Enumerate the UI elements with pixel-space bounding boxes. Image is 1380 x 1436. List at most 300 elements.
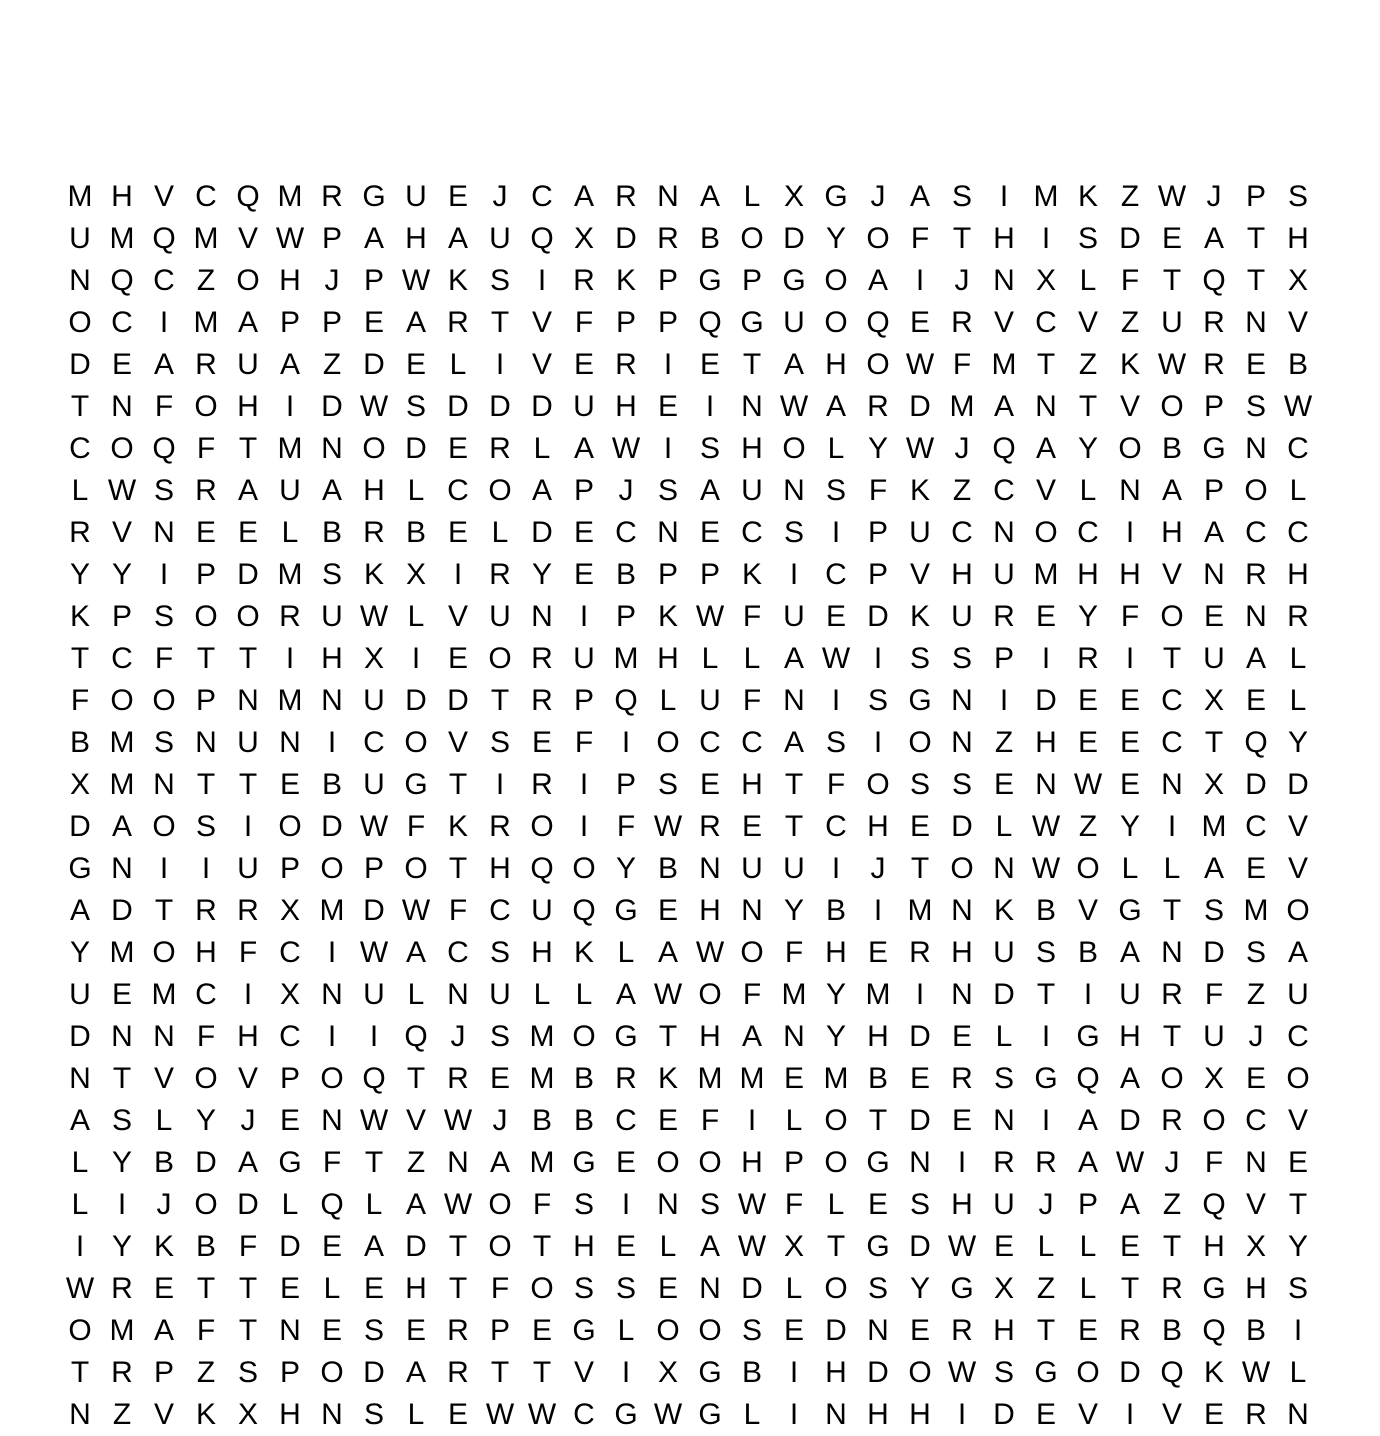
letter-cell[interactable]: G [614, 1020, 638, 1053]
letter-cell[interactable]: B [573, 1062, 594, 1095]
letter-cell[interactable]: R [531, 684, 553, 717]
letter-cell[interactable]: C [489, 894, 511, 927]
letter-cell[interactable]: W [1073, 768, 1103, 801]
letter-cell[interactable]: R [489, 810, 511, 843]
letter-cell[interactable]: E [447, 642, 468, 675]
letter-cell[interactable]: L [575, 978, 593, 1011]
letter-cell[interactable]: O [698, 978, 722, 1011]
letter-cell[interactable]: H [489, 852, 511, 885]
letter-cell[interactable]: A [153, 1314, 174, 1347]
letter-cell[interactable]: Q [1244, 726, 1268, 759]
letter-cell[interactable]: N [657, 516, 679, 549]
letter-cell[interactable]: M [109, 726, 135, 759]
letter-cell[interactable]: P [153, 1356, 174, 1389]
letter-cell[interactable]: V [909, 558, 930, 591]
letter-cell[interactable]: R [1077, 642, 1099, 675]
letter-cell[interactable]: T [868, 1104, 888, 1137]
letter-cell[interactable]: I [1083, 978, 1093, 1011]
letter-cell[interactable]: U [489, 222, 511, 255]
letter-cell[interactable]: K [1119, 348, 1140, 381]
letter-cell[interactable]: K [615, 264, 636, 297]
letter-cell[interactable]: T [658, 1020, 678, 1053]
letter-cell[interactable]: N [531, 600, 553, 633]
letter-cell[interactable]: X [573, 222, 594, 255]
letter-cell[interactable]: F [826, 768, 846, 801]
letter-cell[interactable]: S [153, 726, 174, 759]
letter-cell[interactable]: I [285, 642, 295, 675]
letter-cell[interactable]: F [700, 1104, 720, 1137]
letter-cell[interactable]: X [405, 558, 426, 591]
letter-cell[interactable]: C [447, 474, 469, 507]
letter-cell[interactable]: R [1203, 348, 1225, 381]
letter-cell[interactable]: A [1203, 516, 1224, 549]
letter-cell[interactable]: I [831, 852, 841, 885]
letter-cell[interactable]: H [951, 558, 973, 591]
letter-cell[interactable]: L [533, 978, 551, 1011]
letter-cell[interactable]: U [279, 474, 301, 507]
letter-cell[interactable]: T [238, 1314, 258, 1347]
letter-cell[interactable]: I [873, 726, 883, 759]
letter-cell[interactable]: L [617, 936, 635, 969]
letter-cell[interactable]: L [743, 1398, 761, 1431]
letter-cell[interactable]: L [785, 1272, 803, 1305]
letter-cell[interactable]: B [405, 516, 426, 549]
letter-cell[interactable]: T [70, 390, 90, 423]
letter-cell[interactable]: U [237, 726, 259, 759]
letter-cell[interactable]: E [405, 348, 426, 381]
letter-cell[interactable]: U [993, 1188, 1015, 1221]
letter-cell[interactable]: O [824, 1104, 848, 1137]
letter-cell[interactable]: R [531, 768, 553, 801]
letter-cell[interactable]: S [153, 474, 174, 507]
letter-cell[interactable]: H [237, 1020, 259, 1053]
letter-cell[interactable]: D [405, 1230, 427, 1263]
letter-cell[interactable]: D [909, 1020, 931, 1053]
letter-cell[interactable]: B [1287, 348, 1308, 381]
letter-cell[interactable]: M [1243, 894, 1269, 927]
letter-cell[interactable]: R [1035, 1146, 1057, 1179]
letter-cell[interactable]: Z [112, 1398, 132, 1431]
letter-cell[interactable]: L [1079, 1230, 1097, 1263]
letter-cell[interactable]: E [1203, 1398, 1224, 1431]
letter-cell[interactable]: T [70, 642, 90, 675]
letter-cell[interactable]: A [1077, 1146, 1098, 1179]
letter-cell[interactable]: W [821, 642, 851, 675]
letter-cell[interactable]: R [993, 600, 1015, 633]
letter-cell[interactable]: O [488, 1230, 512, 1263]
letter-cell[interactable]: H [279, 1398, 301, 1431]
letter-cell[interactable]: N [153, 1020, 175, 1053]
letter-cell[interactable]: P [699, 558, 720, 591]
letter-cell[interactable]: L [827, 1188, 845, 1221]
letter-cell[interactable]: V [1035, 474, 1056, 507]
letter-cell[interactable]: W [527, 1398, 557, 1431]
letter-cell[interactable]: Q [614, 684, 638, 717]
letter-cell[interactable]: R [993, 1146, 1015, 1179]
letter-cell[interactable]: N [825, 1398, 847, 1431]
letter-cell[interactable]: W [695, 600, 725, 633]
letter-cell[interactable]: D [69, 810, 91, 843]
letter-cell[interactable]: O [740, 222, 764, 255]
letter-cell[interactable]: G [278, 1146, 302, 1179]
letter-cell[interactable]: A [69, 1104, 90, 1137]
letter-cell[interactable]: R [195, 474, 217, 507]
letter-cell[interactable]: H [279, 264, 301, 297]
letter-cell[interactable]: G [1034, 1356, 1058, 1389]
letter-cell[interactable]: S [951, 642, 972, 675]
letter-cell[interactable]: P [867, 516, 888, 549]
letter-cell[interactable]: M [991, 348, 1017, 381]
letter-cell[interactable]: O [530, 810, 554, 843]
letter-cell[interactable]: M [193, 222, 219, 255]
letter-cell[interactable]: L [659, 684, 677, 717]
letter-cell[interactable]: E [909, 306, 930, 339]
letter-cell[interactable]: C [573, 1398, 595, 1431]
letter-cell[interactable]: D [363, 348, 385, 381]
letter-cell[interactable]: G [866, 1230, 890, 1263]
letter-cell[interactable]: H [741, 768, 763, 801]
letter-cell[interactable]: W [485, 1398, 515, 1431]
letter-cell[interactable]: I [495, 348, 505, 381]
letter-cell[interactable]: H [111, 180, 133, 213]
letter-cell[interactable]: F [1204, 1146, 1224, 1179]
letter-cell[interactable]: A [363, 222, 384, 255]
letter-cell[interactable]: H [1077, 558, 1099, 591]
letter-cell[interactable]: L [827, 432, 845, 465]
letter-cell[interactable]: R [909, 936, 931, 969]
letter-cell[interactable]: I [75, 1230, 85, 1263]
letter-cell[interactable]: N [783, 1020, 805, 1053]
letter-cell[interactable]: P [657, 264, 678, 297]
letter-cell[interactable]: E [951, 1020, 972, 1053]
letter-cell[interactable]: W [1031, 810, 1061, 843]
letter-cell[interactable]: D [909, 390, 931, 423]
letter-cell[interactable]: S [909, 1188, 930, 1221]
letter-cell[interactable]: Z [196, 264, 216, 297]
letter-cell[interactable]: D [1119, 1356, 1141, 1389]
letter-cell[interactable]: N [447, 978, 469, 1011]
letter-cell[interactable]: H [531, 936, 553, 969]
letter-cell[interactable]: P [741, 264, 762, 297]
letter-cell[interactable]: F [238, 1230, 258, 1263]
letter-cell[interactable]: N [321, 432, 343, 465]
letter-cell[interactable]: S [825, 726, 846, 759]
letter-cell[interactable]: R [867, 390, 889, 423]
letter-cell[interactable]: A [405, 936, 426, 969]
letter-cell[interactable]: O [530, 1272, 554, 1305]
letter-cell[interactable]: I [999, 180, 1009, 213]
letter-cell[interactable]: S [489, 726, 510, 759]
letter-cell[interactable]: E [363, 1272, 384, 1305]
letter-cell[interactable]: W [359, 936, 389, 969]
letter-cell[interactable]: S [237, 1356, 258, 1389]
letter-cell[interactable]: L [71, 1146, 89, 1179]
letter-cell[interactable]: Q [992, 432, 1016, 465]
letter-cell[interactable]: O [908, 1356, 932, 1389]
letter-cell[interactable]: U [1203, 1020, 1225, 1053]
letter-cell[interactable]: R [363, 516, 385, 549]
letter-cell[interactable]: R [615, 1062, 637, 1095]
letter-cell[interactable]: D [489, 390, 511, 423]
letter-cell[interactable]: E [825, 600, 846, 633]
letter-cell[interactable]: L [533, 432, 551, 465]
letter-cell[interactable]: T [448, 852, 468, 885]
letter-cell[interactable]: S [699, 432, 720, 465]
letter-cell[interactable]: I [579, 768, 589, 801]
letter-cell[interactable]: S [1203, 894, 1224, 927]
letter-cell[interactable]: R [111, 1356, 133, 1389]
letter-cell[interactable]: Z [1078, 348, 1098, 381]
letter-cell[interactable]: L [1289, 1356, 1307, 1389]
letter-cell[interactable]: S [1077, 222, 1098, 255]
letter-cell[interactable]: N [1161, 768, 1183, 801]
letter-cell[interactable]: O [320, 852, 344, 885]
letter-cell[interactable]: U [1161, 306, 1183, 339]
letter-cell[interactable]: N [279, 726, 301, 759]
letter-cell[interactable]: L [407, 600, 425, 633]
letter-cell[interactable]: U [741, 852, 763, 885]
letter-cell[interactable]: A [993, 390, 1014, 423]
letter-cell[interactable]: U [69, 222, 91, 255]
letter-cell[interactable]: L [1163, 852, 1181, 885]
letter-cell[interactable]: U [489, 600, 511, 633]
letter-cell[interactable]: X [993, 1272, 1014, 1305]
letter-cell[interactable]: O [320, 1062, 344, 1095]
letter-cell[interactable]: F [1120, 264, 1140, 297]
letter-cell[interactable]: E [111, 348, 132, 381]
letter-cell[interactable]: D [447, 684, 469, 717]
letter-cell[interactable]: I [915, 978, 925, 1011]
letter-cell[interactable]: W [1157, 180, 1187, 213]
letter-cell[interactable]: C [951, 516, 973, 549]
letter-cell[interactable]: E [237, 516, 258, 549]
letter-cell[interactable]: X [1203, 684, 1224, 717]
letter-cell[interactable]: K [909, 474, 930, 507]
letter-cell[interactable]: S [615, 1272, 636, 1305]
letter-cell[interactable]: F [910, 222, 930, 255]
letter-cell[interactable]: W [1115, 1146, 1145, 1179]
letter-cell[interactable]: C [195, 180, 217, 213]
letter-cell[interactable]: D [363, 894, 385, 927]
letter-cell[interactable]: R [447, 1314, 469, 1347]
letter-cell[interactable]: N [69, 1062, 91, 1095]
letter-cell[interactable]: U [993, 936, 1015, 969]
letter-cell[interactable]: L [995, 1020, 1013, 1053]
letter-cell[interactable]: E [531, 726, 552, 759]
letter-cell[interactable]: K [1077, 180, 1098, 213]
letter-cell[interactable]: A [1203, 222, 1224, 255]
letter-cell[interactable]: E [279, 1272, 300, 1305]
letter-cell[interactable]: E [1245, 348, 1266, 381]
letter-cell[interactable]: O [194, 1062, 218, 1095]
letter-cell[interactable]: G [572, 1314, 596, 1347]
letter-cell[interactable]: N [657, 180, 679, 213]
letter-cell[interactable]: P [783, 1146, 804, 1179]
letter-cell[interactable]: I [705, 390, 715, 423]
letter-cell[interactable]: A [783, 642, 804, 675]
letter-cell[interactable]: P [279, 1356, 300, 1389]
letter-cell[interactable]: K [573, 936, 594, 969]
letter-cell[interactable]: P [489, 1314, 510, 1347]
letter-cell[interactable]: K [447, 810, 468, 843]
letter-cell[interactable]: B [657, 852, 678, 885]
letter-cell[interactable]: T [70, 1356, 90, 1389]
letter-cell[interactable]: E [447, 1398, 468, 1431]
letter-cell[interactable]: H [1035, 726, 1057, 759]
letter-cell[interactable]: Y [111, 1230, 132, 1263]
letter-cell[interactable]: H [615, 390, 637, 423]
letter-cell[interactable]: L [155, 1104, 173, 1137]
letter-cell[interactable]: N [951, 726, 973, 759]
letter-cell[interactable]: D [321, 810, 343, 843]
letter-cell[interactable]: H [993, 222, 1015, 255]
letter-cell[interactable]: I [285, 390, 295, 423]
letter-cell[interactable]: B [1035, 894, 1056, 927]
letter-cell[interactable]: I [327, 936, 337, 969]
letter-cell[interactable]: H [1119, 1020, 1141, 1053]
letter-cell[interactable]: O [488, 642, 512, 675]
letter-cell[interactable]: E [1245, 852, 1266, 885]
letter-cell[interactable]: Z [196, 1356, 216, 1389]
letter-cell[interactable]: G [950, 1272, 974, 1305]
letter-cell[interactable]: N [1203, 558, 1225, 591]
letter-cell[interactable]: J [1248, 1020, 1264, 1053]
letter-cell[interactable]: G [614, 1398, 638, 1431]
letter-cell[interactable]: R [1287, 600, 1309, 633]
letter-cell[interactable]: J [1038, 1188, 1054, 1221]
letter-cell[interactable]: N [195, 726, 217, 759]
letter-cell[interactable]: I [1125, 516, 1135, 549]
letter-cell[interactable]: E [531, 1314, 552, 1347]
letter-cell[interactable]: C [1287, 432, 1309, 465]
letter-cell[interactable]: I [579, 810, 589, 843]
letter-cell[interactable]: H [1287, 558, 1309, 591]
letter-cell[interactable]: I [201, 852, 211, 885]
letter-cell[interactable]: E [657, 390, 678, 423]
letter-cell[interactable]: A [363, 1230, 384, 1263]
letter-cell[interactable]: I [117, 1188, 127, 1221]
letter-cell[interactable]: X [1245, 1230, 1266, 1263]
letter-cell[interactable]: P [195, 684, 216, 717]
letter-cell[interactable]: C [153, 264, 175, 297]
letter-cell[interactable]: F [742, 684, 762, 717]
letter-cell[interactable]: T [238, 768, 258, 801]
letter-cell[interactable]: J [1164, 1146, 1180, 1179]
letter-cell[interactable]: E [783, 1062, 804, 1095]
letter-cell[interactable]: T [784, 768, 804, 801]
letter-cell[interactable]: S [489, 264, 510, 297]
letter-cell[interactable]: G [1034, 1062, 1058, 1095]
letter-cell[interactable]: B [615, 558, 636, 591]
letter-cell[interactable]: C [279, 936, 301, 969]
letter-cell[interactable]: N [69, 1398, 91, 1431]
letter-cell[interactable]: O [908, 726, 932, 759]
letter-cell[interactable]: N [1245, 432, 1267, 465]
letter-cell[interactable]: P [363, 852, 384, 885]
letter-cell[interactable]: R [447, 1356, 469, 1389]
letter-cell[interactable]: T [910, 852, 930, 885]
letter-cell[interactable]: M [151, 978, 177, 1011]
letter-cell[interactable]: D [951, 810, 973, 843]
letter-cell[interactable]: O [320, 1356, 344, 1389]
letter-cell[interactable]: O [152, 936, 176, 969]
letter-cell[interactable]: P [615, 306, 636, 339]
letter-cell[interactable]: V [237, 1062, 258, 1095]
letter-cell[interactable]: E [909, 1314, 930, 1347]
letter-cell[interactable]: V [1077, 1398, 1098, 1431]
letter-cell[interactable]: S [573, 1272, 594, 1305]
letter-cell[interactable]: D [1245, 768, 1267, 801]
letter-cell[interactable]: H [1161, 516, 1183, 549]
letter-cell[interactable]: Z [1246, 978, 1266, 1011]
letter-cell[interactable]: U [993, 558, 1015, 591]
letter-cell[interactable]: Q [572, 894, 596, 927]
letter-cell[interactable]: S [825, 474, 846, 507]
letter-cell[interactable]: D [615, 222, 637, 255]
letter-cell[interactable]: H [405, 222, 427, 255]
letter-cell[interactable]: S [783, 516, 804, 549]
letter-cell[interactable]: M [1033, 558, 1059, 591]
letter-cell[interactable]: V [447, 726, 468, 759]
letter-cell[interactable]: O [194, 600, 218, 633]
letter-cell[interactable]: I [159, 558, 169, 591]
letter-cell[interactable]: G [698, 1398, 722, 1431]
letter-cell[interactable]: Q [404, 1020, 428, 1053]
letter-cell[interactable]: Z [1120, 306, 1140, 339]
letter-cell[interactable]: L [491, 516, 509, 549]
letter-cell[interactable]: N [111, 1020, 133, 1053]
letter-cell[interactable]: E [1119, 726, 1140, 759]
letter-cell[interactable]: L [743, 642, 761, 675]
letter-cell[interactable]: N [111, 852, 133, 885]
letter-cell[interactable]: V [237, 222, 258, 255]
letter-cell[interactable]: A [237, 474, 258, 507]
letter-cell[interactable]: L [1289, 474, 1307, 507]
letter-cell[interactable]: F [238, 936, 258, 969]
letter-cell[interactable]: B [153, 1146, 174, 1179]
letter-cell[interactable]: A [699, 474, 720, 507]
letter-cell[interactable]: F [196, 1314, 216, 1347]
letter-cell[interactable]: D [237, 1188, 259, 1221]
letter-cell[interactable]: Q [698, 306, 722, 339]
letter-cell[interactable]: D [909, 1104, 931, 1137]
letter-cell[interactable]: W [401, 264, 431, 297]
letter-cell[interactable]: E [489, 1062, 510, 1095]
letter-cell[interactable]: C [363, 726, 385, 759]
letter-cell[interactable]: I [1041, 222, 1051, 255]
letter-cell[interactable]: Q [1160, 1356, 1184, 1389]
letter-cell[interactable]: O [152, 684, 176, 717]
letter-cell[interactable]: J [954, 432, 970, 465]
letter-cell[interactable]: U [699, 684, 721, 717]
letter-cell[interactable]: D [405, 684, 427, 717]
letter-cell[interactable]: N [153, 768, 175, 801]
letter-cell[interactable]: T [952, 222, 972, 255]
letter-cell[interactable]: A [825, 390, 846, 423]
letter-cell[interactable]: F [1204, 978, 1224, 1011]
letter-cell[interactable]: N [993, 852, 1015, 885]
letter-cell[interactable]: Y [111, 1146, 132, 1179]
letter-cell[interactable]: O [1160, 390, 1184, 423]
letter-cell[interactable]: W [359, 600, 389, 633]
letter-cell[interactable]: B [1161, 432, 1182, 465]
letter-cell[interactable]: M [67, 180, 93, 213]
letter-cell[interactable]: M [277, 558, 303, 591]
letter-cell[interactable]: L [281, 1188, 299, 1221]
letter-cell[interactable]: V [1161, 558, 1182, 591]
letter-cell[interactable]: W [905, 348, 935, 381]
letter-cell[interactable]: Y [1077, 600, 1098, 633]
